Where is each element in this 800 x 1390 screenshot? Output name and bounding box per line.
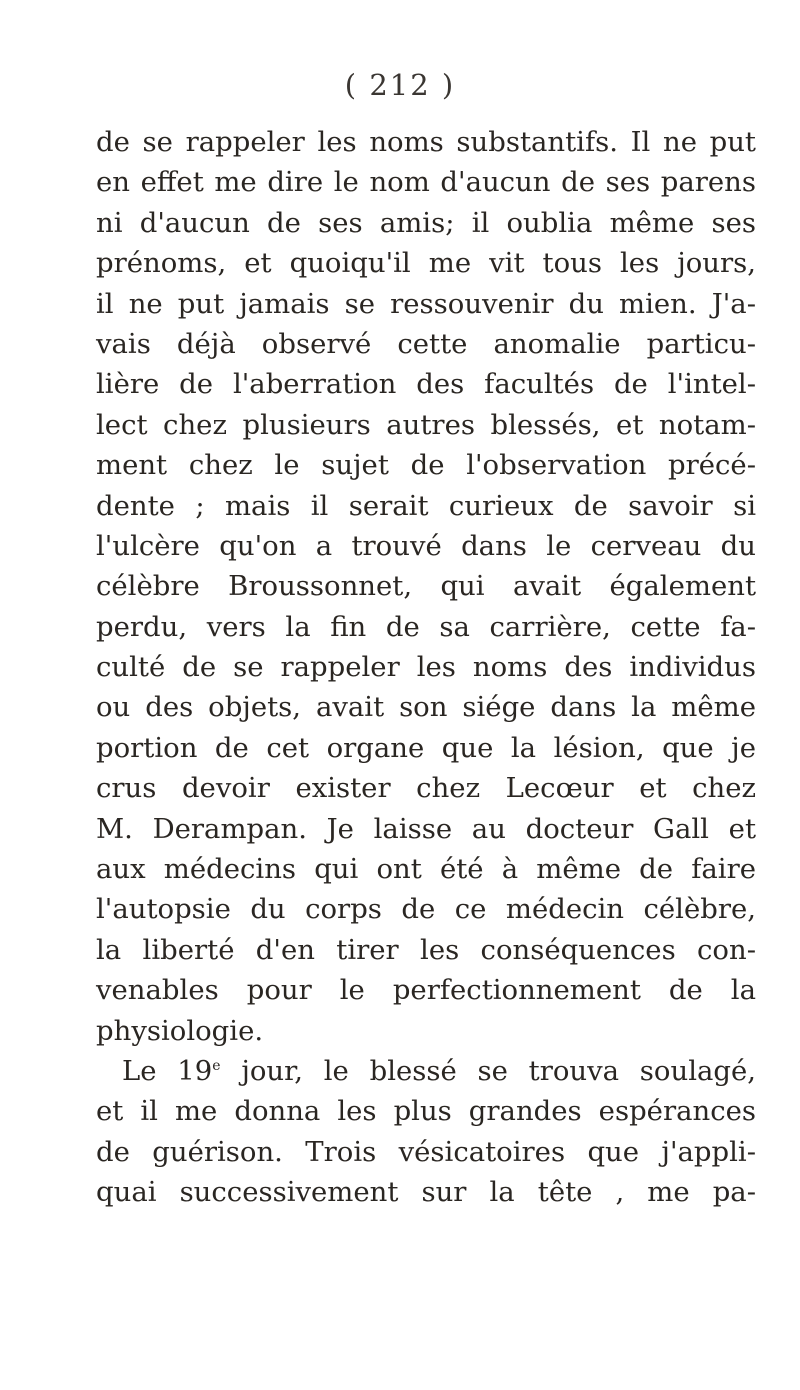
paragraph-start-line — [96, 1051, 756, 1091]
text-line: venables pour le perfectionnement de la — [96, 974, 756, 1007]
text-line: la liberté d'en tirer les conséquences con- — [96, 933, 756, 966]
text-line: et il me donna les plus grandes espérances — [96, 1095, 756, 1128]
page-number: ( 212 ) — [344, 68, 456, 102]
ordinal-superscript: e — [212, 1057, 221, 1074]
text-line: de guérison. Trois vésicatoires que j'appli- — [96, 1135, 756, 1168]
text-line: portion de cet organe que la lésion, que je — [96, 731, 756, 764]
text-line: ment chez le sujet de l'observation précé- — [96, 449, 756, 482]
text-line: aux médecins qui ont été à même de faire — [96, 853, 756, 886]
text-line: crus devoir exister chez Lecœur et chez — [96, 772, 756, 805]
text-line: lière de l'aberration des facultés de l'intel- — [96, 368, 756, 401]
text-line: il ne put jamais se ressouvenir du mien. J'a- — [96, 287, 756, 320]
text-line: ou des objets, avait son siége dans la même — [96, 691, 756, 724]
text-line: quai successivement sur la tête , me pa- — [96, 1176, 756, 1209]
text-line: l'autopsie du corps de ce médecin célèbre, — [96, 893, 756, 926]
text-line: lect chez plusieurs autres blessés, et notam- — [96, 408, 756, 441]
body-text — [96, 122, 756, 1213]
text-line: de se rappeler les noms substantifs. Il ne put — [96, 126, 756, 158]
text-line: dente ; mais il serait curieux de savoir si — [96, 489, 756, 522]
text-line: en effet me dire le nom d'aucun de ses parens — [96, 166, 756, 199]
text-line: vais déjà observé cette anomalie particu- — [96, 327, 756, 360]
text-line: M. Derampan. Je laisse au docteur Gall et — [96, 812, 756, 845]
text-line: prénoms, et quoiqu'il me vit tous les jours, — [96, 247, 756, 280]
text-line: célèbre Broussonnet, qui avait également — [96, 570, 756, 603]
text-line: perdu, vers la fin de sa carrière, cette fa- — [96, 610, 756, 643]
paragraph-end-line: physiologie. — [96, 1014, 264, 1047]
text-line: culté de se rappeler les noms des individus — [96, 651, 756, 684]
text-line: ni d'aucun de ses amis; il oublia même ses — [96, 206, 756, 239]
text-line: l'ulcère qu'on a trouvé dans le cerveau du — [96, 529, 756, 562]
day-number: Le 19 — [122, 1054, 213, 1087]
line-remainder: jour, le blessé se trouva soulagé, — [220, 1054, 756, 1087]
